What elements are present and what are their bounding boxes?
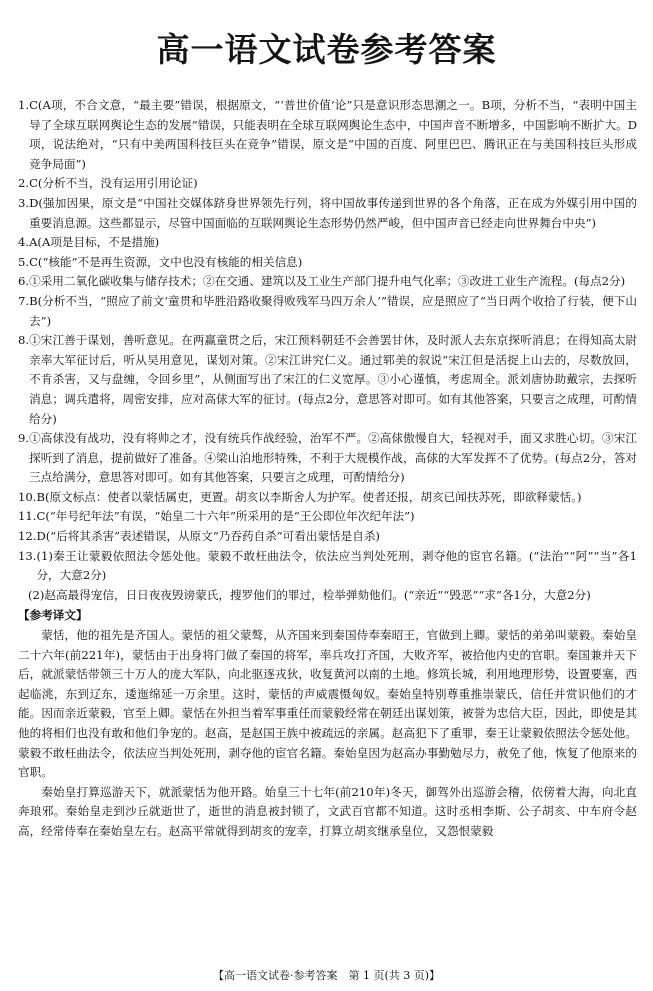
answer-text: A(A项是目标，不是措施) xyxy=(29,235,160,250)
answer-item xyxy=(18,507,637,527)
answer-number: 3. xyxy=(18,195,30,210)
answer-item xyxy=(18,429,637,488)
page-footer: 【高一语文试卷·参考答案 第 1 页(共 3 页)】 xyxy=(212,969,441,982)
answer-text: ①高俅没有战功，没有将帅之才，没有统兵作战经验，治军不严。②高俅傲慢自大，轻视对手，面又求胜心切。③宋江探听到了消息，提前做好了准备。④梁山泊地形特殊，不利于大规模作战，高俅的大军发挥不了优势。(每点2分，答对三点给满分，意思答对即可。如有其他答案，只要言之成理，可酌情给分) xyxy=(29,431,637,485)
answer-number: 9. xyxy=(18,431,30,446)
answer-item xyxy=(18,547,637,586)
answer-text: C(“核能”不是再生资源，文中也没有核能的相关信息) xyxy=(29,254,303,269)
answer-number: 11. xyxy=(18,509,37,524)
translation-paragraph: 秦始皇打算巡游天下，就派蒙恬为他开路。始皇三十七年(前210年)冬天，御驾外出巡游会稽，依傍着大海，向北直奔琅邪。秦始皇走到沙丘就逝世了，逝世的消息被封锁了，文武百官都不知道。这时丞相李斯、公子胡亥、中车府令赵高，经常侍奉在秦始皇左右。赵高平常就得到胡亥的宠幸，打算立胡亥继承皇位，又怨恨蒙毅 xyxy=(18,784,637,838)
answer-item xyxy=(18,194,637,233)
answer-text: B(分析不当，“照应了前文‘童贯和毕胜沿路收聚得败残军马四万余人’”错误，应是照应了“当日两个收拾了行装，便下山去”) xyxy=(29,293,637,328)
answer-item xyxy=(18,527,637,547)
answer-item xyxy=(18,292,637,331)
translation-body xyxy=(18,626,637,842)
answer-text: C(A项，不合文意，“最主要”错误，根据原文，“‘普世价值’论”只是意识形态思潮之一。B项，分析不当，“表明中国主导了全球互联网舆论生态的发展”错误，只能表明在全球互联网舆论生态中，中国声音不断增多，中国影响不断扩大。D项，说法绝对，“只有中美两国科技巨头在竞争”错误，原文是“中国的百度、阿里巴巴、腾讯正在与美国科技巨头形成竞争局面”) xyxy=(29,98,637,171)
answer-number: 2. xyxy=(18,176,30,191)
answer-text: C(分析不当，没有运用引用论证) xyxy=(29,176,198,191)
answer-content xyxy=(18,96,637,842)
answer-number: 7. xyxy=(18,293,30,308)
answer-item xyxy=(18,253,637,273)
answer-item xyxy=(18,488,637,508)
translation-paragraph: 蒙恬，他的祖先是齐国人。蒙恬的祖父蒙骜，从齐国来到秦国侍奉秦昭王，官做到上卿。蒙恬的弟弟叫蒙毅。秦始皇二十六年(前221年)，蒙恬由于出身将门做了秦国的将军，率兵攻打齐国，大败齐军，被拾他内史的官职。秦国兼并天下后，就派蒙恬带领三十万人的庞大军队，向北驱逐戎狄，收复黄河以南的土地。修筑长城，利用地理形势，设置要塞，西起临洮，东到辽东，逶迤绵延一万余里。这时，蒙恬的声威震慑匈奴。秦始皇特别尊重推崇蒙氏，信任并赏识他们的才能。因而亲近蒙毅，官至上卿。蒙恬在外担当着军事重任而蒙毅经常在朝廷出谋划策，被誉为忠信大臣，因此，即使是其他的将相们也没有敢和他们争宠的。赵高，是赵国王族中被疏远的亲属。赵高犯下了重罪，秦王让蒙毅依照法令惩处他。蒙毅不敢枉曲法令，依法应当判处死刑，剥夺他的宦官名籍。秦始皇因为赵高办事勤勉尽力，赦免了他，恢复了他原来的官职。 xyxy=(18,628,637,780)
answer-number: 4. xyxy=(18,235,30,250)
answer-number: 6. xyxy=(18,274,30,289)
translation-heading: 【参考译文】 xyxy=(18,608,88,623)
answer-item xyxy=(18,586,637,606)
answer-number: 8. xyxy=(18,333,30,348)
answer-text: D(强加因果，原文是“中国社交媒体跻身世界领先行列，将中国故事传递到世界的各个角落，正在成为外媒引用中国的重要消息源。这些都显示，尽管中国面临的互联网舆论生态形势仍然严峻，但中国声音已经走向世界舞台中央”) xyxy=(29,195,637,230)
answer-number: 10. xyxy=(18,489,37,504)
answer-text: D(“后将其杀害”表述错误，从原文“乃吞药自杀”可看出蒙恬是自杀) xyxy=(36,529,380,544)
answer-item xyxy=(18,331,637,429)
answer-text: ①采用二氧化碳收集与储存技术；②在交通、建筑以及工业生产部门提升电气化率；③改进工业生产流程。(每点2分) xyxy=(29,274,626,289)
answer-text: ①宋江善于谋划，善听意见。在两赢童贯之后，宋江预料朝廷不会善罢甘休，及时派人去东京探听消息；在得知高太尉亲率大军征讨后，听从吴用意见，谋划对策。②宋江讲究仁义。通过郓美的叙说“宋江但是活捉上山去的，尽数放回，不肯杀害，又与盘缠，令回乡里”，从侧面写出了宋江的仁义宽厚。③小心谨慎，考虑周全。派刘唐协助戴宗，去探听消息；调兵遣将，周密安排，应对高俅大军的征讨。(每点2分，意思答对即可。如有其他答案，只要言之成理，可酌情给分) xyxy=(29,333,637,426)
answer-text: (2)赵高最得宠信，日日夜夜毁谤蒙氏，搜罗他们的罪过，检举弹劾他们。(“亲近”“毁恶”“求”各1分，大意2分) xyxy=(28,587,591,602)
answer-item xyxy=(18,174,637,194)
document-title: 高一语文试卷参考答案 xyxy=(156,30,497,69)
answer-number: 13. xyxy=(18,548,37,563)
answer-number: 12. xyxy=(18,529,37,544)
answer-list xyxy=(18,96,637,605)
answer-text: (1)秦王让蒙毅依照法令惩处他。蒙毅不敢枉曲法令，依法应当判处死刑，剥夺他的宦官名籍。(“法治”“阿”“当”各1分，大意2分) xyxy=(36,548,637,583)
answer-text: C(“年号纪年法”有误，“始皇二十六年”所采用的是“王公即位年次纪年法”) xyxy=(36,509,415,524)
answer-item xyxy=(18,272,637,292)
answer-item xyxy=(18,233,637,253)
answer-number: 1. xyxy=(18,98,30,112)
answer-item xyxy=(18,96,637,174)
answer-text: B(原文标点：使者以蒙恬属吏，更置。胡亥以李斯舍人为护军。使者还报，胡亥已闻扶苏死，即欲释蒙恬。) xyxy=(36,489,582,504)
answer-number: 5. xyxy=(18,254,30,269)
